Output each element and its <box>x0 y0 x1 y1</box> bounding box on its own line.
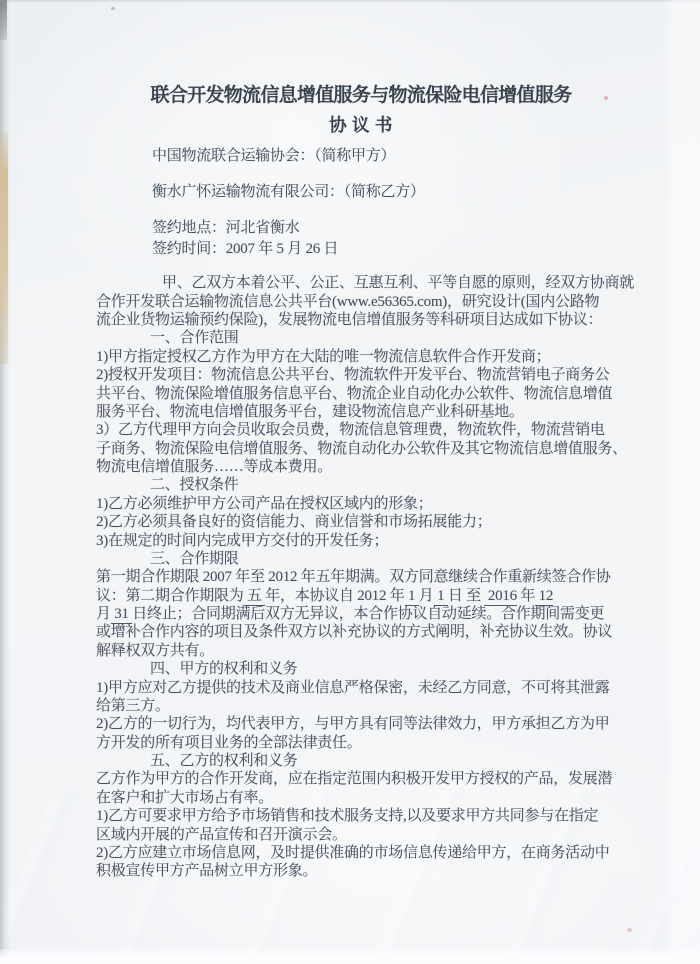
party-b-line: 衡水广怀运输物流有限公司：（简称乙方） <box>152 184 425 200</box>
document-content <box>96 84 635 881</box>
scan-left-tan-strip <box>0 132 8 364</box>
document-line: 2)授权开发项目：物流信息公共平台、物流软件开发平台、物流营销电子商务公 <box>96 367 610 384</box>
document-title: 联合开发物流信息增值服务与物流保险电信增值服务 <box>150 85 572 106</box>
filled-in-value: 1 <box>433 587 448 604</box>
document-line: 给第三方。 <box>96 697 170 714</box>
document-line: 四、甲方的权利和义务 <box>150 661 298 678</box>
filled-in-value: 五 <box>243 587 266 604</box>
document-line: 3）乙方代理甲方向会员收取会员费，物流信息管理费，物流软件，物流营销电 <box>96 422 605 439</box>
document-line: 合作开发联合运输物流信息公共平台(www.e56365.com)，研究设计(国内公路物 <box>96 293 600 310</box>
document-line: 五、乙方的权利和义务 <box>150 753 298 770</box>
document-line: 或增补合作内容的项目及条件双方以补充协议的方式阐明，补充协议生效。协议 <box>96 624 613 641</box>
scan-speck <box>111 7 115 10</box>
document-line: 共平台、物流保险增值服务信息平台、物流企业自动化办公软件、物流信息增值 <box>96 385 613 402</box>
document-line: 方开发的所有项目业务的全部法律责任。 <box>96 734 362 751</box>
scan-speck <box>627 928 632 932</box>
document-line: 1)甲方应对乙方提供的技术及商业信息严格保密，未经乙方同意，不可将其泄露 <box>96 679 610 696</box>
filled-in-value: 31 <box>110 606 133 623</box>
document-line: 积极宣传甲方产品树立甲方形象。 <box>96 863 318 880</box>
document-line: 第一期合作期限 2007 年至 2012 年五年期满。双方同意继续合作重新续签合作协 <box>96 569 611 586</box>
document-line: 一、合作范围 <box>150 330 239 347</box>
scan-right-edge-light <box>664 0 700 964</box>
filled-in-value: 12 <box>535 587 554 604</box>
document-line: 流企业货物运输预约保险)，发展物流电信增值服务等科研项目达成如下协议： <box>96 312 603 329</box>
document-line: 二、授权条件 <box>150 477 239 494</box>
document-line: 2)乙方应建立市场信息网，及时提供准确的市场信息传递给甲方，在商务活动中 <box>96 844 610 861</box>
document-line: 2)乙方必须具备良好的资信能力、商业信誉和市场拓展能力； <box>96 514 492 531</box>
sign-date-line: 签约时间：2007 年 5 月 26 日 <box>152 240 339 257</box>
document-line: 区域内开展的产品宣传和召开演示会。 <box>96 826 347 843</box>
document-line: 在客户和扩大市场占有率。 <box>96 789 274 806</box>
party-a-line: 中国物流联合运输协会：（简称甲方） <box>152 148 396 164</box>
sign-place-line: 签约地点：河北省衡水 <box>152 220 300 236</box>
scan-topleft-edge <box>0 0 7 40</box>
document-line: 1)乙方可要求甲方给予市场销售和技术服务支持,以及要求甲方共同参与在指定 <box>96 808 599 825</box>
document-line: 3)在规定的时间内完成甲方交付的开发任务； <box>96 532 389 549</box>
filled-in-value: 2016 <box>484 587 517 604</box>
document-line: 服务平台、物流电信增值服务平台，建设物流信息产业科研基地。 <box>96 403 524 420</box>
document-line: 1)乙方必须维护甲方公司产品在授权区域内的形象； <box>96 495 433 512</box>
filled-in-value: 1 <box>404 587 419 604</box>
document-line: 子商务、物流保险电信增值服务、物流自动化办公软件及其它物流信息增值服务、 <box>96 440 628 457</box>
document-line: 2)乙方的一切行为，均代表甲方，与甲方具有同等法律效力，甲方承担乙方为甲 <box>96 716 610 733</box>
scan-bottom-edge <box>0 949 700 964</box>
scan-top-edge-shadow <box>0 0 700 3</box>
document-line: 物流电信增值服务……等成本费用。 <box>96 459 333 476</box>
document-line: 月 31 日终止；合同期满后双方无异议，本合作协议自动延续。合作期间需变更 <box>96 606 605 623</box>
document-line: 1)甲方指定授权乙方作为甲方在大陆的唯一物流信息软件合作开发商； <box>96 348 551 365</box>
document-line: 三、合作期限 <box>150 550 239 567</box>
document-line: 解释权双方共有。 <box>96 642 215 659</box>
document-line: 甲、乙双方本着公平、公正、互惠互利、平等自愿的原则，经双方协商就 <box>162 275 635 292</box>
document-body <box>96 274 635 880</box>
document-line: 议：第二期合作期限为 五 年，本协议自 2012 年 1 月 1 日 至 2016 年 12 <box>96 587 554 604</box>
document-line: 乙方作为甲方的合作开发商，应在指定范围内积极开发甲方授权的产品，发展潜 <box>96 771 613 788</box>
document-subtitle: 协 议 书 <box>329 115 393 135</box>
